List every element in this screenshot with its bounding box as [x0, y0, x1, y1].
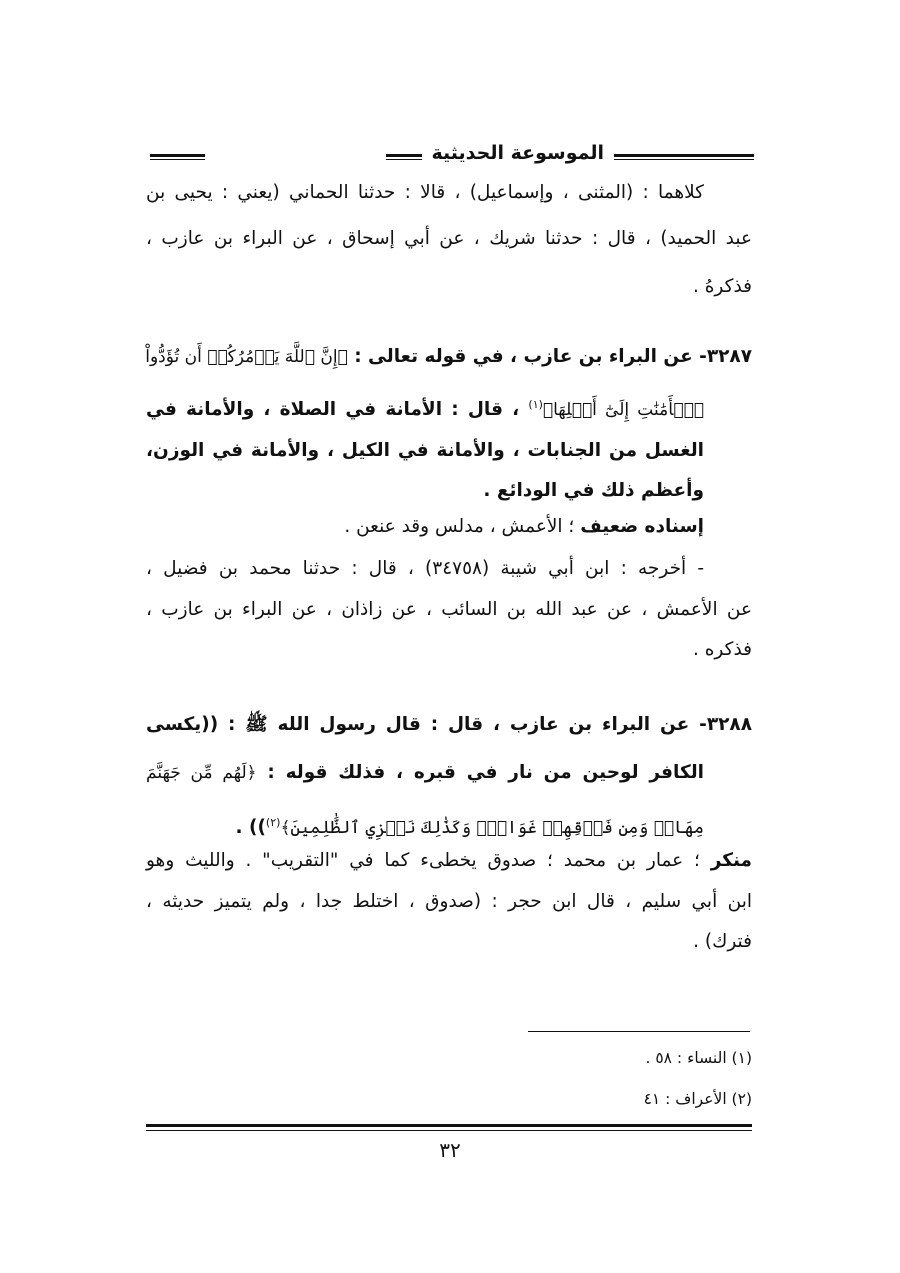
hadith-line	[146, 761, 752, 785]
footnote-ref: (١)	[528, 398, 543, 411]
footer-rule	[146, 1130, 752, 1131]
text-line: فذكرهُ .	[692, 276, 752, 297]
grade-line	[146, 849, 752, 873]
footnote-separator	[528, 1031, 750, 1032]
grade-label: إسناده ضعيف	[580, 516, 704, 537]
text-line: ابن أبي سليم ، قال ابن حجر : (صدوق ، اختلط جدا ، ولم يتميز حديثه ،	[146, 891, 752, 912]
page-number: ٣٢	[439, 1138, 461, 1162]
grade-text: ؛ الأعمش ، مدلس وقد عنعن .	[344, 516, 581, 537]
grade-text: ؛ عمار بن محمد ؛ صدوق يخطىء كما في "التقريب" . والليث وهو	[146, 850, 711, 871]
header-rule-left	[150, 154, 205, 160]
grade-line	[146, 515, 752, 539]
running-header	[150, 140, 754, 180]
hadith-text: )) .	[235, 817, 266, 839]
text-line: فذكره .	[692, 639, 752, 660]
quran-verse: مِهَادٞ وَمِن فَوۡقِهِمۡ غَوَاشٖۚ وَكَذَٰلِكَ نَجۡزِي ٱلظَّٰلِمِينَ﴾	[280, 818, 704, 839]
hadith-line: الغسل من الجنابات ، والأمانة في الكيل ، والأمانة في الوزن،	[146, 440, 704, 461]
text-line: - أخرجه : ابن أبي شيبة (٣٤٧٥٨) ، قال : حدثنا محمد بن فضيل ،	[146, 558, 705, 579]
footnote: (٢) الأعراف : ٤١	[643, 1090, 752, 1108]
hadith-line: وأعظم ذلك في الودائع .	[483, 480, 704, 501]
hadith-text: ٣٢٨٧- عن البراء بن عازب ، في قوله تعالى :	[347, 346, 752, 367]
footnote: (١) النساء : ٥٨ .	[645, 1049, 752, 1067]
hadith-heading-3288: ٣٢٨٨- عن البراء بن عازب ، قال : قال رسول الله ﷺ : ((يكسى	[146, 714, 752, 735]
text-line: عبد الحميد) ، قال : حدثنا شريك ، عن أبي إسحاق ، عن البراء بن عازب ،	[146, 228, 752, 249]
text-line: فترك) .	[693, 931, 752, 952]
grade-label: منكر	[710, 850, 752, 871]
quran-verse: ﴿لَهُم مِّن جَهَنَّمَ	[146, 763, 257, 783]
footer-rule	[146, 1124, 752, 1127]
text-line: كلاهما : (المثنى ، وإسماعيل) ، قالا : حدثنا الحماني (يعني : يحيى بن	[146, 182, 704, 203]
text-line: عن الأعمش ، عن عبد الله بن السائب ، عن زاذان ، عن البراء بن عازب ،	[146, 599, 752, 620]
quran-verse: ﴿إِنَّ ٱللَّهَ يَأۡمُرُكُمۡ أَن تُؤَدُّواْ	[145, 347, 348, 367]
hadith-line	[146, 393, 752, 422]
hadith-text: الكافر لوحين من نار في قبره ، فذلك قوله :	[256, 762, 704, 783]
hadith-text: ، قال : الأمانة في الصلاة ، والأمانة في	[146, 399, 529, 421]
hadith-line	[146, 811, 752, 840]
hadith-heading-3287	[146, 345, 752, 369]
quran-verse: ٱلۡأَمَٰنَٰتِ إِلَىٰٓ أَهۡلِهَا﴾	[542, 400, 704, 421]
footnote-ref: (٢)	[265, 816, 281, 829]
header-title: الموسوعة الحديثية	[422, 142, 615, 164]
